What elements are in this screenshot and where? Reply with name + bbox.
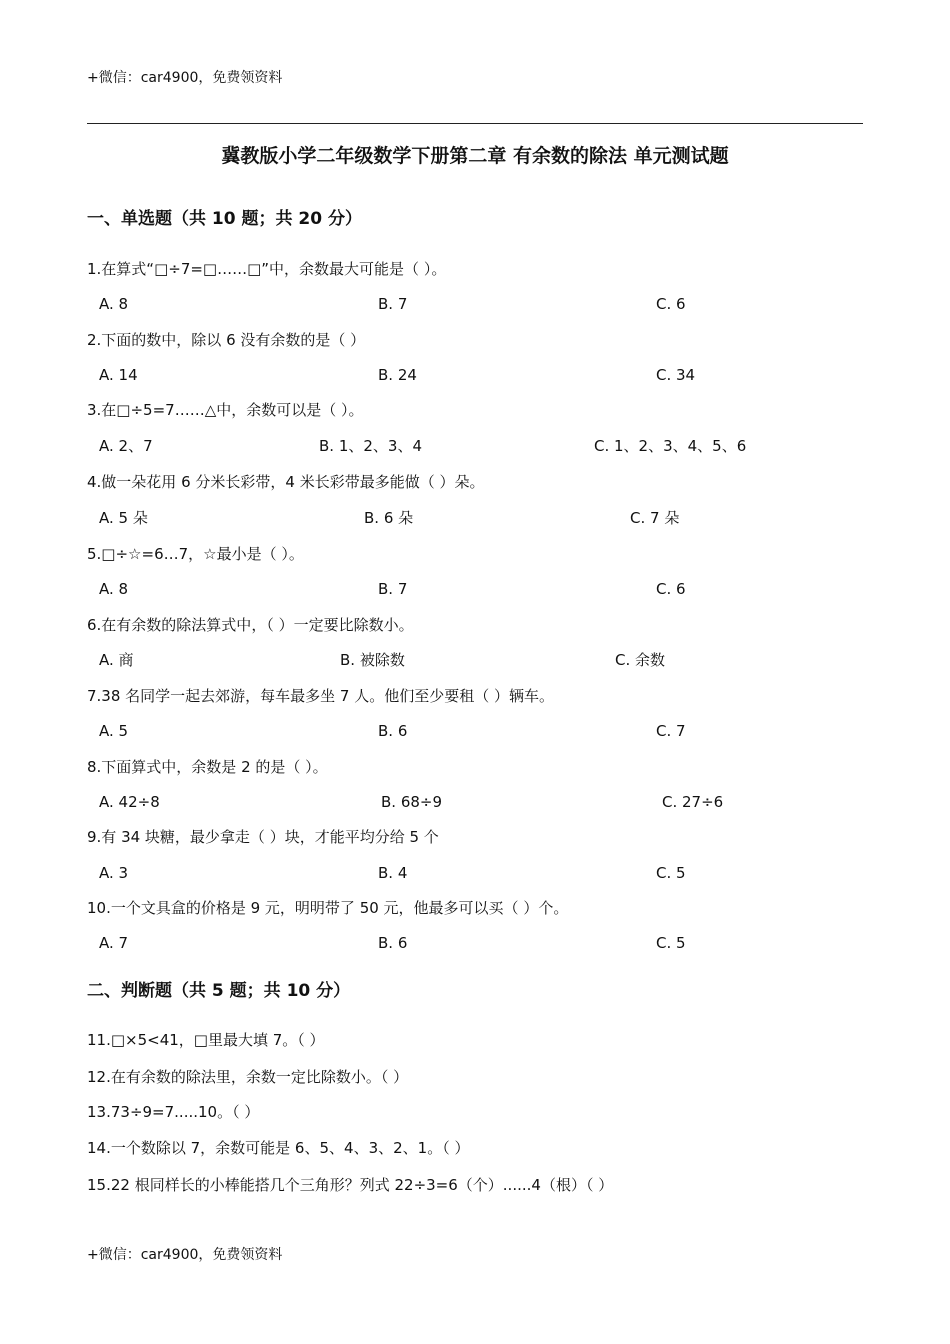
question-10: 10.一个文具盒的价格是 9 元，明明带了 50 元，他最多可以买（ ）个。 (87, 899, 569, 917)
question-11: 11.□×5<41，□里最大填 7。（ ） (87, 1031, 325, 1049)
q5-option-a[interactable]: A. 8 (99, 580, 129, 598)
question-7: 7.38 名同学一起去郊游，每车最多坐 7 人。他们至少要租（ ）辆车。 (87, 687, 555, 705)
q2-option-c[interactable]: C. 34 (656, 366, 696, 384)
q5-option-c[interactable]: C. 6 (656, 580, 686, 598)
header-divider (87, 123, 863, 124)
q7-option-a[interactable]: A. 5 (99, 722, 129, 740)
question-8: 8.下面算式中，余数是 2 的是（ ）。 (87, 758, 328, 776)
q1-option-b[interactable]: B. 7 (378, 295, 408, 313)
header-note: +微信：car4900，免费领资料 (87, 70, 283, 86)
q1-option-c[interactable]: C. 6 (656, 295, 686, 313)
q8-option-a[interactable]: A. 42÷8 (99, 793, 160, 811)
q6-option-c[interactable]: C. 余数 (615, 651, 666, 669)
q9-option-c[interactable]: C. 5 (656, 864, 686, 882)
question-1: 1.在算式“□÷7=□……□”中，余数最大可能是（ ）。 (87, 260, 447, 278)
question-14: 14.一个数除以 7，余数可能是 6、5、4、3、2、1。（ ） (87, 1139, 470, 1157)
footer-note: +微信：car4900，免费领资料 (87, 1247, 283, 1263)
question-3: 3.在□÷5=7……△中，余数可以是（ ）。 (87, 401, 364, 419)
q6-option-a[interactable]: A. 商 (99, 651, 134, 669)
q9-option-b[interactable]: B. 4 (378, 864, 408, 882)
q4-option-c[interactable]: C. 7 朵 (630, 509, 680, 527)
question-5: 5.□÷☆=6…7，☆最小是（ ）。 (87, 545, 304, 563)
q5-option-b[interactable]: B. 7 (378, 580, 408, 598)
question-13: 13.73÷9=7.....10。（ ） (87, 1103, 260, 1121)
section-title-true-false: 二、判断题（共 5 题；共 10 分） (87, 981, 351, 1001)
q8-option-c[interactable]: C. 27÷6 (662, 793, 724, 811)
q10-option-c[interactable]: C. 5 (656, 934, 686, 952)
q3-option-b[interactable]: B. 1、2、3、4 (319, 437, 423, 455)
question-15: 15.22 根同样长的小棒能搭几个三角形？列式 22÷3=6（个）......4（根）（ ） (87, 1176, 614, 1194)
q10-option-b[interactable]: B. 6 (378, 934, 408, 952)
q2-option-a[interactable]: A. 14 (99, 366, 138, 384)
question-6: 6.在有余数的除法算式中，（ ）一定要比除数小。 (87, 616, 414, 634)
document-title: 冀教版小学二年级数学下册第二章 有余数的除法 单元测试题 (221, 145, 729, 167)
q4-option-a[interactable]: A. 5 朵 (99, 509, 148, 527)
q2-option-b[interactable]: B. 24 (378, 366, 417, 384)
q7-option-b[interactable]: B. 6 (378, 722, 408, 740)
q4-option-b[interactable]: B. 6 朵 (364, 509, 414, 527)
q6-option-b[interactable]: B. 被除数 (340, 651, 405, 669)
q10-option-a[interactable]: A. 7 (99, 934, 129, 952)
q3-option-a[interactable]: A. 2、7 (99, 437, 153, 455)
q3-option-c[interactable]: C. 1、2、3、4、5、6 (594, 437, 747, 455)
question-2: 2.下面的数中，除以 6 没有余数的是（ ） (87, 331, 366, 349)
q1-option-a[interactable]: A. 8 (99, 295, 129, 313)
q9-option-a[interactable]: A. 3 (99, 864, 129, 882)
question-4: 4.做一朵花用 6 分米长彩带，4 米长彩带最多能做（ ）朵。 (87, 473, 485, 491)
q7-option-c[interactable]: C. 7 (656, 722, 686, 740)
question-9: 9.有 34 块糖，最少拿走（ ）块，才能平均分给 5 个 (87, 828, 439, 846)
question-12: 12.在有余数的除法里，余数一定比除数小。（ ） (87, 1068, 409, 1086)
q8-option-b[interactable]: B. 68÷9 (381, 793, 443, 811)
section-title-single-choice: 一、单选题（共 10 题；共 20 分） (87, 209, 362, 229)
